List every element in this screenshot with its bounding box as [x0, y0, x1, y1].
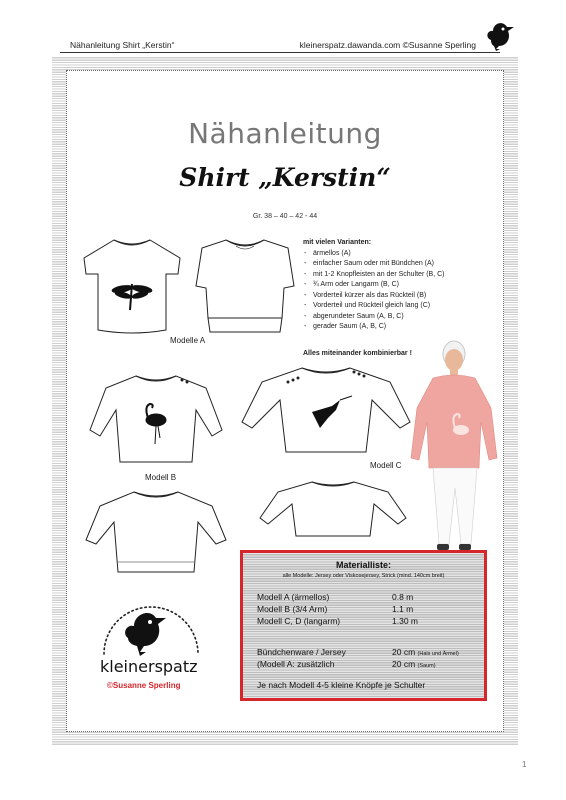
page-number: 1 [522, 760, 527, 769]
materials-row [257, 647, 482, 658]
model-b-label: Modell B [145, 473, 177, 482]
shirt-model-c-hummingbird [240, 360, 412, 460]
materials-row-label: Bündchenware / Jersey [257, 647, 346, 657]
materials-title: Materialliste: [335, 560, 392, 570]
feature-list [303, 238, 503, 333]
materials-row [257, 604, 482, 615]
materials-row-label: Modell C, D (langarm) [257, 616, 341, 626]
materials-row-label: Modell A (ärmellos) [257, 592, 330, 602]
feature-item: - abgerundeter Saum (A, B, C) [303, 312, 503, 323]
shirt-model-a-banded [188, 234, 302, 338]
feature-list-title: mit vielen Varianten: [303, 239, 372, 246]
size-range: Gr. 38 – 40 – 42 - 44 [252, 213, 318, 220]
feature-item: - Vorderteil kürzer als das Rückteil (B) [303, 291, 503, 302]
materials-note: Je nach Modell 4-5 kleine Knöpfe je Schulter [257, 680, 426, 690]
materials-row-value: 1.1 m [392, 604, 414, 614]
shirt-model-b-plain [84, 486, 228, 580]
feature-item: - einfacher Saum oder mit Bündchen (A) [303, 259, 503, 270]
brand-name: kleinerspatz [100, 657, 198, 676]
materials-subtitle: alle Modelle: Jersey oder Viskosejersey, Strick (mind. 140cm breit) [282, 573, 445, 579]
header-title: Nähanleitung Shirt „Kerstin“ [70, 40, 175, 50]
materials-row-value: 1.30 m [392, 616, 418, 626]
materials-row [257, 659, 482, 670]
combo-note: Alles miteinander kombinierbar ! [303, 350, 412, 357]
model-photo [407, 338, 499, 556]
brand-copyright: ©Susanne Sperling [107, 681, 181, 690]
feature-item: - ¾ Arm oder Langarm (B, C) [303, 280, 503, 291]
materials-row-label: Modell B (3/4 Arm) [257, 604, 328, 614]
page-subtitle: Shirt „Kerstin“ [179, 163, 391, 192]
materials-row [257, 592, 482, 603]
materials-row [257, 616, 482, 627]
sparrow-icon [125, 613, 166, 656]
feature-item: - mit 1-2 Knopfleisten an der Schulter (B, C) [303, 270, 503, 281]
bird-logo-icon [483, 18, 519, 52]
page-title: Nähanleitung [188, 117, 382, 150]
header-rule [60, 52, 500, 53]
materials-row-value: 20 cm (Hals und Ärmel) [392, 647, 459, 657]
header-website: kleinerspatz.dawanda.com ©Susanne Sperling [299, 40, 476, 50]
materials-row-label: (Modell A: zusätzlich [257, 659, 335, 669]
shirt-model-b-flamingo [88, 370, 224, 470]
shirt-model-c-plain [258, 478, 408, 540]
model-c-label: Modell C [370, 461, 402, 470]
materials-row-value: 0.8 m [392, 592, 414, 602]
feature-item: - Vorderteil und Rückteil gleich lang (C) [303, 301, 503, 312]
materials-list [240, 550, 487, 701]
feature-item: - ärmellos (A) [303, 249, 503, 260]
shirt-model-a-dragonfly [76, 234, 188, 338]
model-a-label: Modelle A [170, 336, 206, 345]
materials-row-value: 20 cm (Saum) [392, 659, 436, 669]
feature-item: - gerader Saum (A, B, C) [303, 322, 503, 333]
